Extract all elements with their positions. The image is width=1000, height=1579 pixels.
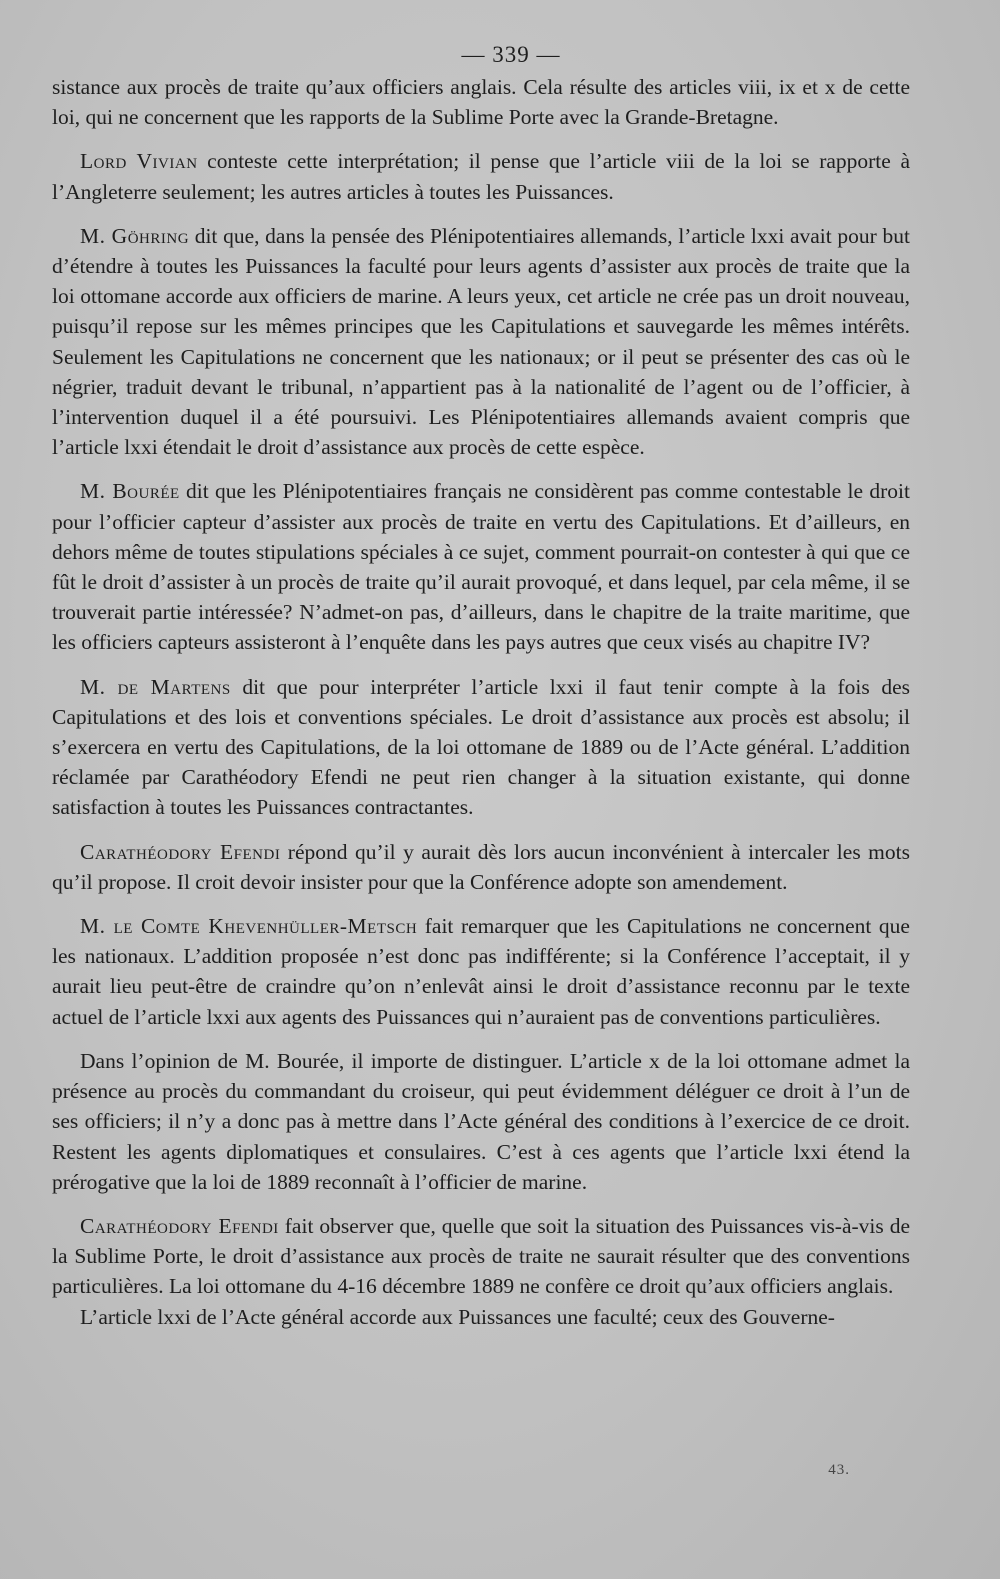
- paragraph-text: sistance aux procès de traite qu’aux officiers anglais. Cela résulte des articles viii, ix et x de cette loi, qui ne concernent que les rapports de la Sublime Porte avec la Grande-Bretagne.: [52, 75, 910, 130]
- speaker-name: Carathéodory Efendi: [80, 839, 281, 864]
- paragraph-text: répond qu’il y aurait dès lors aucun inconvénient à intercaler les mots qu’il propose. Il croit devoir insister pour que la Conférence adopte son amendement.: [52, 839, 910, 894]
- paragraph-6: [52, 837, 910, 897]
- paragraph-5: [52, 672, 910, 823]
- paragraph-text: conteste cette interprétation; il pense que l’article viii de la loi se rapporte à l’Angleterre seulement; les autres articles à toutes les Puissances.: [52, 149, 910, 204]
- paragraph-text: L’article lxxi de l’Acte général accorde aux Puissances une faculté; ceux des Gouverne-: [80, 1304, 835, 1329]
- page-number: — 339 —: [461, 42, 561, 67]
- paragraph-text: dit que pour interpréter l’article lxxi il faut tenir compte à la fois des Capitulations et des lois et conventions spéciales. Le droit d’assistance aux procès est absolu; il s’exercera en vertu des Capitulations, de la loi ottomane de 1889 ou de l’Acte général. L’addition réclamée par Carathéodory Efendi ne peut rien changer à la situation existante, qui donne satisfaction à toutes les Puissances contractantes.: [52, 674, 910, 820]
- speaker-name: M. Bourée: [80, 479, 180, 504]
- paragraph-8: [52, 1046, 910, 1197]
- paragraph-9: [52, 1211, 910, 1302]
- paragraph-text: dit que, dans la pensée des Plénipotentiaires allemands, l’article lxxi avait pour but d’étendre à toutes les Puissances la faculté pour leurs agents d’assister aux procès de traite que la loi ottomane accorde aux officiers de marine. A leurs yeux, cet article ne crée pas un droit nouveau, puisqu’il repose sur les mêmes principes que les Capitulations et sauvegarde les mêmes intérêts. Seulement les Capitulations ne concernent que les nationaux; or il peut se présenter des cas où le négrier, traduit devant le tribunal, n’appartient pas à la nationalité de l’agent ou de l’officier, à l’intervention duquel il a été poursuivi. Les Plénipotentiaires allemands avaient compris que l’article lxxi étendait le droit d’assistance aux procès de cette espèce.: [52, 223, 910, 460]
- paragraph-text: dit que les Plénipotentiaires français ne considèrent pas comme contestable le droit pour l’officier capteur d’assister aux procès de traite en vertu des Capitulations. Et d’ailleurs, en dehors même de toutes stipulations spéciales à ce sujet, comment pourrait-on contester à qui que ce fût le droit d’assister à un procès de traite qu’il aurait provoqué, et dans lequel, par cela même, il se trouverait partie intéressée? N’admet-on pas, d’ailleurs, dans le chapitre de la traite maritime, que les officiers capteurs assisteront à l’enquête dans les pays autres que ceux visés au chapitre IV?: [52, 479, 911, 655]
- paragraph-text: fait remarquer que les Capitulations ne concernent que les nationaux. L’addition proposée n’est donc pas indifférente; si la Conférence l’acceptait, il y aurait lieu peut-être de craindre qu’on n’enlevât ainsi le droit d’assistance reconnu par le texte actuel de l’article lxxi aux agents des Puissances qui n’auraient pas de conventions particulières.: [52, 914, 910, 1029]
- speaker-name: M. le Comte Khevenhüller-Metsch: [80, 914, 418, 939]
- paragraph-text: Dans l’opinion de M. Bourée, il importe de distinguer. L’article x de la loi ottomane admet la présence au procès du commandant du croiseur, qui peut évidemment déléguer ce droit à l’un de ses officiers; il n’y a donc pas à mettre dans l’Acte général des conditions à l’exercice de ce droit. Restent les agents diplomatiques et consulaires. C’est à ces agents que l’article lxxi étend la prérogative que la loi de 1889 reconnaît à l’officier de marine.: [52, 1048, 910, 1194]
- paragraph-2: [52, 146, 910, 206]
- speaker-name: Carathéodory Efendi: [80, 1213, 279, 1238]
- paragraph-text: fait observer que, quelle que soit la situation des Puissances vis-à-vis de la Sublime Porte, le droit d’assistance aux procès de traite ne saurait résulter que des conventions particulières. La loi ottomane du 4-16 décembre 1889 ne confère ce droit qu’aux officiers anglais.: [52, 1213, 911, 1299]
- speaker-name: M. Göhring: [80, 223, 190, 248]
- paragraph-10: [52, 1302, 910, 1332]
- paragraph-1: [52, 72, 910, 132]
- paragraph-3: [52, 221, 910, 463]
- paragraph-7: [52, 911, 910, 1032]
- paragraph-4: [52, 476, 910, 657]
- signature-mark: 43.: [828, 1462, 850, 1478]
- speaker-name: Lord Vivian: [80, 149, 198, 174]
- speaker-name: M. de Martens: [80, 674, 231, 699]
